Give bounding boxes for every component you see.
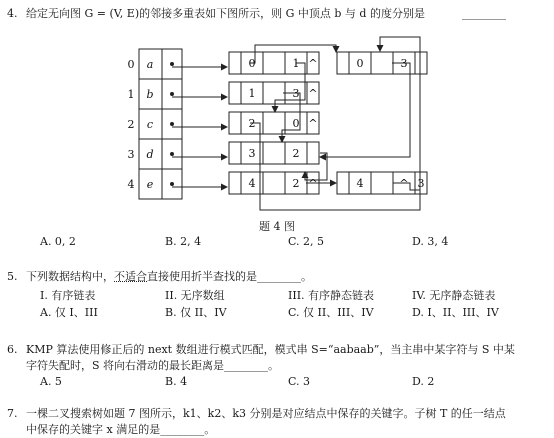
q6-option-d: D. 2 (412, 375, 435, 388)
vertex-name: c (146, 118, 154, 131)
edge-node-value: 0 (356, 57, 364, 70)
edge-node-value: 0 (292, 117, 300, 130)
q5-number: 5. (7, 270, 18, 283)
edge-node-value: 4 (356, 177, 364, 190)
q5-option-b: B. 仅 II、IV (165, 306, 227, 319)
edge-node-value: 2 (248, 117, 256, 130)
edge-node-value: 3 (292, 87, 300, 100)
edge-node-cell (263, 82, 285, 104)
vertex-index: 3 (127, 148, 135, 161)
edge-node-value: ^ (399, 177, 409, 190)
edge-node-cell (229, 172, 241, 194)
q6-option-b: B. 4 (165, 375, 188, 388)
edge-node-cell (337, 52, 349, 74)
vertex-index: 0 (127, 58, 135, 71)
edge-node-value: 2 (292, 177, 300, 190)
q4-blank: ________ (462, 7, 506, 20)
q4-option-a: A. 0, 2 (40, 235, 76, 248)
q5-option-c: C. 仅 II、III、IV (288, 306, 374, 319)
q4-stem: 给定无向图 G = (V, E)的邻接多重表如下图所示，则 G 中顶点 b 与 d 的度分别是 (26, 7, 425, 20)
edge-node-value: ^ (308, 117, 318, 130)
edge-node-value: ^ (308, 87, 318, 100)
vertex-name: d (146, 148, 154, 161)
edge-node-value: 2 (292, 147, 300, 160)
edge-node-value: ^ (308, 177, 318, 190)
q6-line-2: 字符失配时，S 将向右滑动的最长距离是________。 (26, 359, 280, 372)
edge-node-cell (337, 172, 349, 194)
edge-node-cell (307, 142, 319, 164)
edge-node-cell (263, 52, 285, 74)
q5-item-2: II. 无序数组 (165, 289, 225, 302)
q4-option-b: B. 2, 4 (165, 235, 202, 248)
q6-line-1: KMP 算法使用修正后的 next 数组进行模式匹配，模式串 S=“aabaab”，当主串中某字符与 S 中某 (26, 343, 515, 356)
q6-option-c: C. 3 (288, 375, 311, 388)
edge-node-value: 1 (248, 87, 256, 100)
edge-node-value: ^ (308, 57, 318, 70)
figure-caption: 题 4 图 (259, 220, 295, 233)
edge-node-cell (229, 82, 241, 104)
q6-option-a: A. 5 (40, 375, 62, 388)
q5-item-4: IV. 无序静态链表 (412, 289, 496, 302)
q7-line-1: 一棵二叉搜索树如题 7 图所示，k1、k2、k3 分别是对应结点中保存的关键字。子树 T 的任一结点 (26, 407, 506, 420)
edge-node-value: 3 (417, 177, 425, 190)
q5-item-1: I. 有序链表 (40, 289, 96, 302)
vertex-index: 4 (127, 178, 135, 191)
edge-node-cell (229, 52, 241, 74)
q6-number: 6. (7, 343, 18, 356)
edge-node-cell (415, 52, 427, 74)
edge-node-cell (371, 52, 393, 74)
q5-emphasis: 不适合 (114, 270, 147, 283)
vertex-index: 1 (127, 88, 135, 101)
edge-node-cell (263, 172, 285, 194)
q5-option-d: D. I、II、III、IV (412, 306, 499, 319)
edge-node-cell (371, 172, 393, 194)
vertex-name: b (146, 88, 154, 101)
edge-node-cell (229, 142, 241, 164)
q4-option-d: D. 3, 4 (412, 235, 449, 248)
q5-item-3: III. 有序静态链表 (288, 289, 375, 302)
vertex-name: a (146, 58, 154, 71)
vertex-name: e (146, 178, 154, 191)
q7-line-2: 中保存的关键字 x 满足的是________。 (26, 423, 216, 436)
edge-node-value: 3 (248, 147, 256, 160)
q4-number: 4. (7, 7, 18, 20)
q7-number: 7. (7, 407, 18, 420)
edge-node-value: 4 (248, 177, 256, 190)
q5-option-a: A. 仅 I、III (40, 306, 98, 319)
q4-option-c: C. 2, 5 (288, 235, 325, 248)
edge-node-value: 3 (400, 57, 408, 70)
edge-node-value: 1 (292, 57, 300, 70)
edge-node-cell (263, 142, 285, 164)
edge-node-cell (229, 112, 241, 134)
q5-stem: 下列数据结构中，不适合直接使用折半查找的是________。 (26, 270, 312, 283)
vertex-index: 2 (127, 118, 135, 131)
edge-node-value: 0 (248, 57, 256, 70)
